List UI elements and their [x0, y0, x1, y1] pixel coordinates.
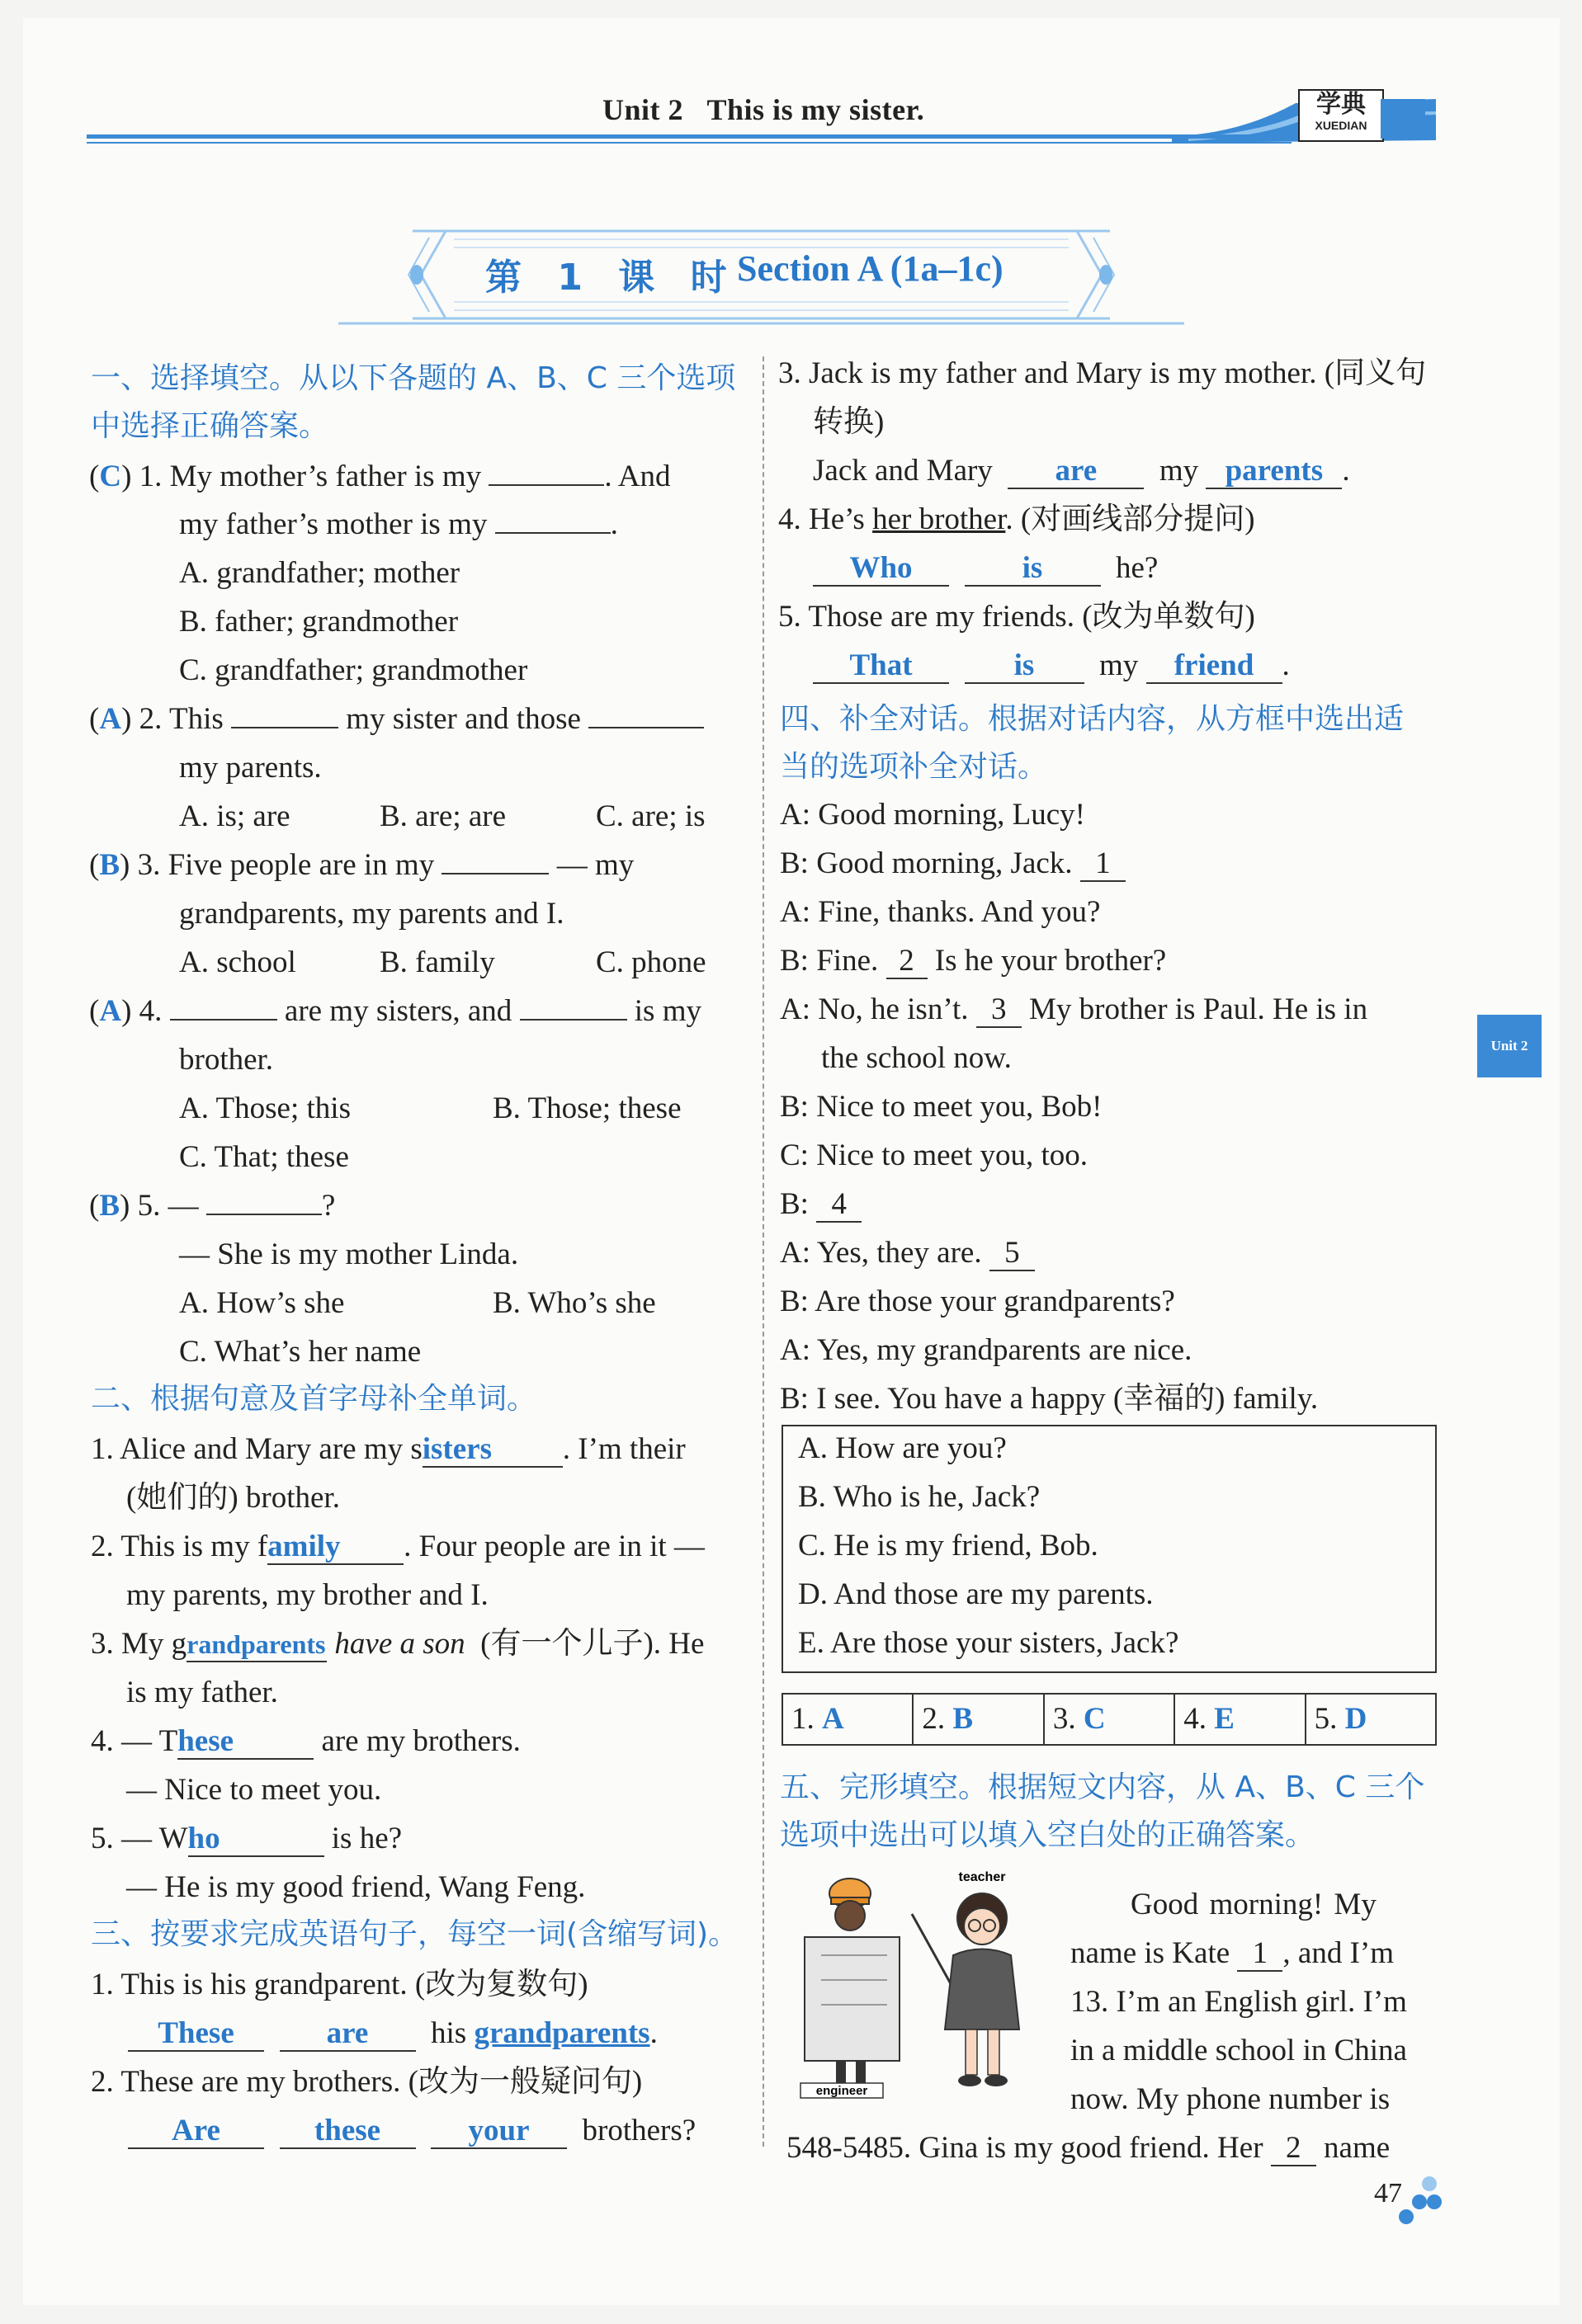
dialogue-option: C. He is my friend, Bob.	[798, 1529, 1098, 1563]
word-question-4-cont: — Nice to meet you.	[126, 1773, 382, 1807]
rewrite-answer-2: Are these your brothers?	[128, 2112, 696, 2150]
part4-heading-cont: 当的选项补全对话。	[780, 750, 1048, 784]
dialogue-line: A: Fine, thanks. And you?	[780, 895, 1101, 929]
rewrite-answer-4: Who is he?	[813, 549, 1158, 587]
dialogue-line: B: Fine. 2 Is he your brother?	[780, 944, 1167, 978]
rewrite-question-3: 3. Jack is my father and Mary is my mother. (同义句	[778, 356, 1427, 390]
illustration-engineer-teacher	[788, 1864, 1052, 2100]
rewrite-answer-5: That is my friend .	[813, 647, 1290, 685]
option-a: A. Those; this	[179, 1091, 351, 1125]
word-question-5-cont: — He is my good friend, Wang Feng.	[126, 1870, 586, 1904]
dialogue-line: A: Yes, they are. 5	[780, 1234, 1035, 1272]
part2-heading: 二、根据句意及首字母补全单词。	[91, 1382, 537, 1416]
passage-line: Good morning! My	[1131, 1888, 1377, 1921]
dialogue-option: D. And those are my parents.	[798, 1577, 1154, 1611]
mc-question-1: (C) 1. My mother’s father is my . And	[89, 460, 671, 493]
dialogue-line: B: Good morning, Jack. 1	[780, 845, 1126, 883]
brand-logo: 学典 XUEDIAN	[1298, 89, 1384, 142]
answer-cell: 5. D	[1314, 1702, 1367, 1736]
dialogue-line: the school now.	[821, 1041, 1012, 1075]
word-question-1-cont: (她们的) brother.	[126, 1481, 340, 1515]
option-b: B. family	[380, 945, 495, 979]
mc-question-2-cont: my parents.	[179, 751, 322, 785]
rewrite-answer-3: Jack and Mary are my parents .	[813, 454, 1350, 488]
option-c: C. That; these	[179, 1140, 349, 1174]
option-b: B. Those; these	[493, 1091, 682, 1125]
unit-side-tab: Unit 2	[1477, 1015, 1542, 1077]
mc-question-3: (B) 3. Five people are in my — my	[89, 848, 635, 882]
section-title: Section A (1a–1c)	[737, 248, 1004, 289]
lesson-title: 第 1 课 时	[485, 257, 739, 299]
option-a: A. How’s she	[179, 1286, 345, 1320]
column-divider	[763, 356, 764, 2147]
answer-grid	[782, 1693, 1437, 1746]
mc-question-2: (A) 2. This my sister and those	[89, 700, 704, 738]
header-rule	[87, 134, 1428, 139]
mc-question-1-cont: my father’s mother is my .	[179, 507, 618, 541]
passage-line: 13. I’m an English girl. I’m	[1070, 1985, 1407, 2019]
answer-cell: 2. B	[914, 1695, 1044, 1744]
dialogue-line: A: No, he isn’t. 3 My brother is Paul. He is in	[780, 992, 1368, 1026]
rewrite-question-1: 1. This is his grandparent. (改为复数句)	[91, 1968, 588, 2001]
word-question-3-cont: is my father.	[126, 1676, 278, 1709]
dialogue-option: E. Are those your sisters, Jack?	[798, 1626, 1179, 1660]
passage-line: in a middle school in China	[1070, 2034, 1407, 2067]
rewrite-question-5: 5. Those are my friends. (改为单数句)	[778, 600, 1255, 634]
option-c: C. are; is	[596, 799, 706, 833]
answer-cell: 1. A	[783, 1695, 914, 1744]
word-question-4: 4. — These are my brothers.	[91, 1724, 521, 1758]
option-b: B. Who’s she	[493, 1286, 656, 1320]
part1-heading-cont: 中选择正确答案。	[91, 409, 329, 443]
answer-1: C	[99, 460, 122, 493]
option-c: C. What’s her name	[179, 1335, 422, 1369]
dialogue-line: C: Nice to meet you, too.	[780, 1138, 1089, 1172]
engineer-label: engineer	[815, 2084, 868, 2098]
option-c: C. grandfather; grandmother	[179, 653, 528, 687]
answer-cell: 4. E	[1175, 1695, 1306, 1744]
header-rule-thin	[87, 142, 1292, 144]
part4-heading: 四、补全对话。根据对话内容，从方框中选出适	[780, 702, 1405, 736]
mc-question-4-cont: brother.	[179, 1043, 274, 1077]
teacher-label: teacher	[958, 1870, 1006, 1884]
dialogue-line: A: Good morning, Lucy!	[780, 798, 1085, 832]
word-question-2-cont: my parents, my brother and I.	[126, 1578, 489, 1612]
mc-question-5-cont: — She is my mother Linda.	[179, 1237, 519, 1271]
dialogue-line: A: Yes, my grandparents are nice.	[780, 1333, 1192, 1367]
rewrite-answer-1: These are his grandparents.	[128, 2015, 658, 2053]
dialogue-option: B. Who is he, Jack?	[798, 1480, 1041, 1514]
passage-line: now. My phone number is	[1070, 2082, 1391, 2116]
dialogue-line: B: I see. You have a happy (幸福的) family.	[780, 1382, 1319, 1416]
option-a: A. is; are	[179, 799, 290, 833]
passage-line: 548-5485. Gina is my good friend. Her 2 name	[786, 2131, 1391, 2165]
option-b: B. are; are	[380, 799, 507, 833]
word-question-1: 1. Alice and Mary are my sisters . I’m their	[91, 1432, 686, 1466]
part5-heading-cont: 选项中选出可以填入空白处的正确答案。	[780, 1818, 1315, 1852]
header-tab	[1381, 99, 1425, 139]
blank	[489, 484, 604, 486]
dialogue-line: B: Nice to meet you, Bob!	[780, 1090, 1103, 1124]
part1-heading: 一、选择填空。从以下各题的 A、B、C 三个选项	[91, 361, 736, 395]
part3-heading: 三、按要求完成英语句子，每空一词(含缩写词)。	[91, 1917, 739, 1951]
page-number-dots	[1395, 2166, 1444, 2232]
answer-cell: 3. C	[1045, 1695, 1175, 1744]
part5-heading: 五、完形填空。根据短文内容，从 A、B、C 三个	[780, 1770, 1425, 1804]
rewrite-question-2: 2. These are my brothers. (改为一般疑问句)	[91, 2065, 643, 2099]
option-a: A. school	[179, 945, 296, 979]
option-a: A. grandfather; mother	[179, 556, 460, 590]
passage-line: name is Kate 1 , and I’m	[1070, 1936, 1395, 1970]
mc-question-5: (B) 5. — ?	[89, 1189, 336, 1223]
word-question-5: 5. — Who is he?	[91, 1822, 403, 1855]
mc-question-4: (A) 4. are my sisters, and is my	[89, 994, 701, 1028]
dialogue-line: B: 4	[780, 1186, 862, 1223]
word-question-3: 3. My grandparents have a son (有一个儿子). He	[91, 1627, 705, 1661]
option-b: B. father; grandmother	[179, 605, 459, 639]
running-header: Unit 2 This is my sister.	[602, 93, 925, 126]
dialogue-line: B: Are those your grandparents?	[780, 1285, 1175, 1318]
dialogue-option: A. How are you?	[798, 1431, 1007, 1465]
mc-question-3-cont: grandparents, my parents and I.	[179, 897, 564, 931]
word-question-2: 2. This is my family . Four people are in it —	[91, 1530, 705, 1563]
rewrite-question-3-cont: 转换)	[813, 405, 885, 439]
page-number: 47	[1374, 2178, 1402, 2209]
rewrite-question-4: 4. He’s her brother. (对画线部分提问)	[778, 502, 1255, 536]
option-c: C. phone	[596, 945, 706, 979]
